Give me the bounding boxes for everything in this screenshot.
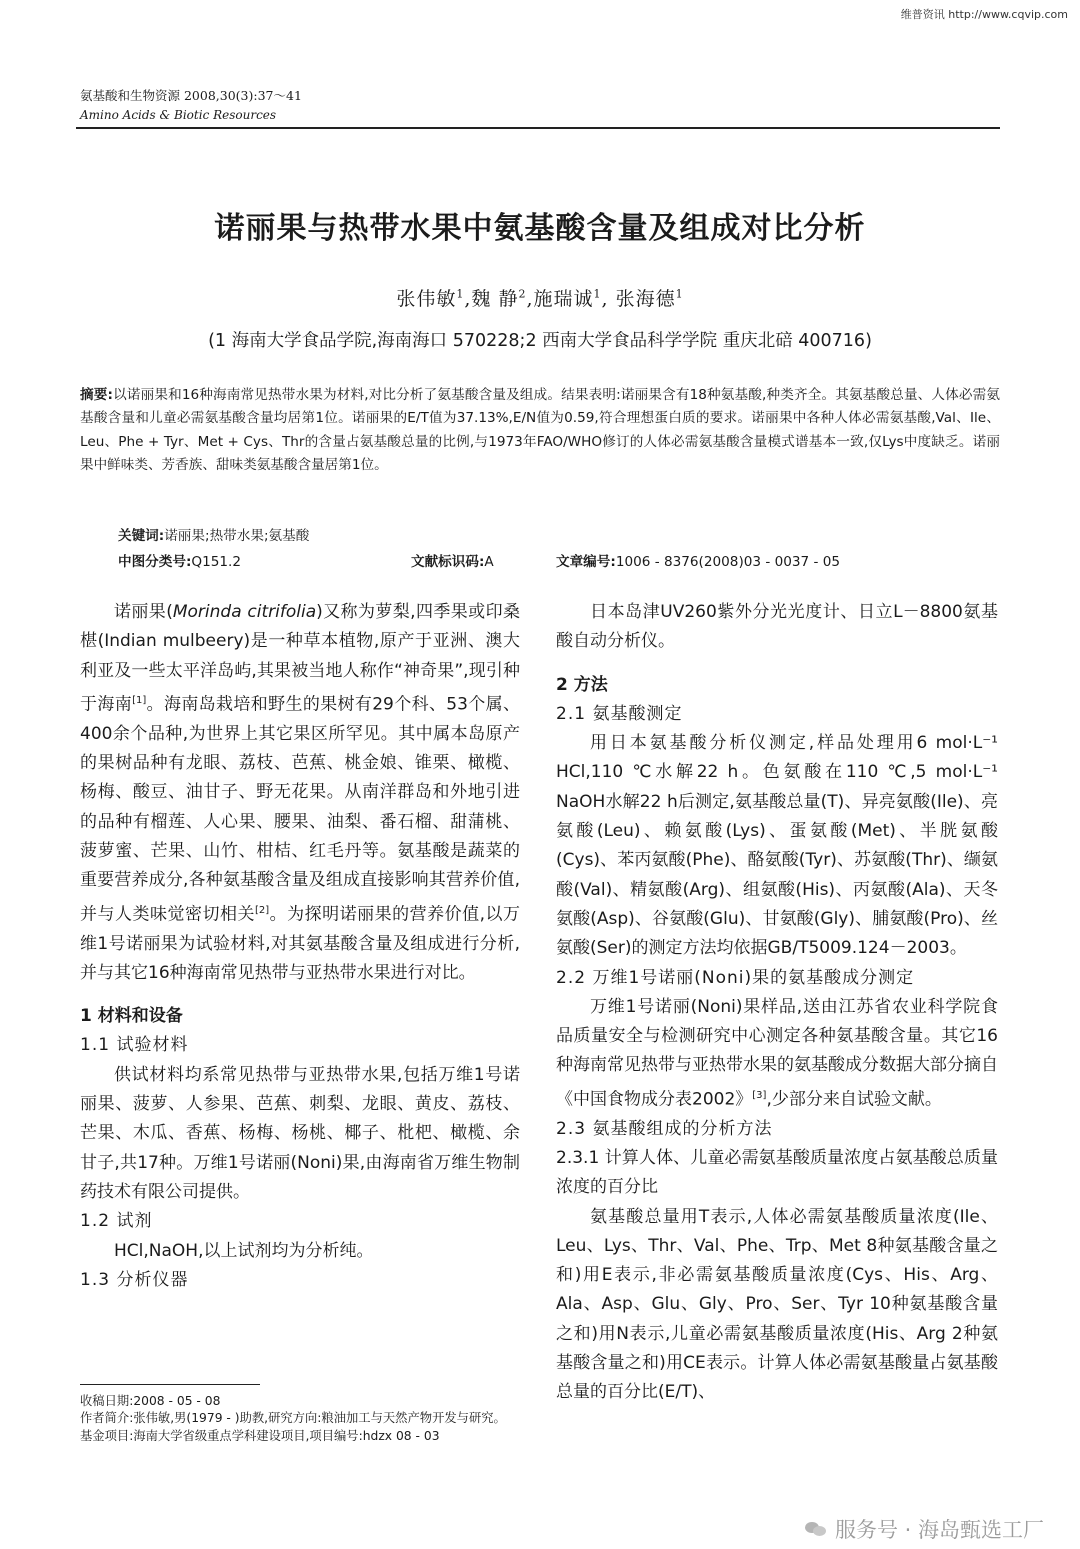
- author-name: 张海德: [615, 288, 676, 310]
- abstract: [80, 384, 1000, 478]
- subsection-heading: 2.1 氨基酸测定: [556, 703, 683, 724]
- author-name: 施瑞诚: [533, 288, 594, 310]
- section-heading: 2 方法: [556, 674, 608, 695]
- paragraph: 用日本氨基酸分析仪测定,样品处理用6 mol·L⁻¹ HCl,110 ℃水解22 h。色氨酸在110 ℃,5 mol·L⁻¹ NaOH水解22 h后测定,氨基酸总量(T)、异亮氨酸(Ile)、亮氨酸(Leu)、赖氨酸(Lys)、蛋氨酸(Met)、半胱氨酸(Cys)、苯丙氨酸(Phe)、酪氨酸(Tyr)、苏氨酸(Thr)、缬氨酸(Val)、精氨酸(Arg)、组氨酸(His)、丙氨酸(Ala)、天冬氨酸(Asp)、谷氨酸(Glu)、甘氨酸(Gly)、脯氨酸(Pro)、丝氨酸(Ser)的测定方法均依据GB/T5009.124－2003。: [556, 733, 998, 959]
- text-run: 。海南岛栽培和野生的果树有29个科、53个属、400余个品种,为世界上其它果区所罕见。其中属本岛原产的果树品种有龙眼、荔枝、芭蕉、桃金娘、锥栗、橄榄、杨梅、酸豆、油甘子、野无花果。从南洋群岛和外地引进的品种有榴莲、人心果、腰果、油梨、番石榴、甜蒲桃、菠萝蜜、芒果、山竹、柑桔、红毛丹等。氨基酸是蔬菜的重要营养成分,各种氨基酸含量及组成直接影响其营养价值,并与人类味觉密切相关: [80, 694, 521, 925]
- article-number: [556, 550, 840, 570]
- right-column: [556, 598, 998, 1408]
- footnotes: [80, 1393, 520, 1445]
- abstract-label: 摘要:: [80, 387, 113, 403]
- subsection-heading: 1.2 试剂: [80, 1211, 153, 1232]
- article-no-label: 文章编号:: [556, 554, 616, 570]
- article-no-value: 1006 - 8376(2008)03 - 0037 - 05: [615, 554, 841, 570]
- author-affil-mark: 2: [518, 287, 527, 301]
- clc-value: Q151.2: [191, 554, 242, 570]
- author-name: 张伟敏: [396, 288, 457, 310]
- keywords: [118, 524, 309, 544]
- doc-code-label: 文献标识码:: [411, 554, 485, 570]
- paragraph: [556, 993, 998, 1115]
- author-affil-mark: 1: [675, 287, 684, 301]
- affiliations: (1 海南大学食品学院,海南海口 570228;2 西南大学食品科学学院 重庆北碚 400716): [208, 331, 872, 351]
- keywords-label: 关键词:: [118, 528, 165, 544]
- document-code: [411, 550, 494, 570]
- site-watermark: 维普资讯 http://www.cqvip.com: [900, 8, 1068, 21]
- paragraph: 供试材料均系常见热带与亚热带水果,包括万维1号诺丽果、菠萝、人参果、芭蕉、刺梨、龙眼、黄皮、荔枝、芒果、木瓜、香蕉、杨梅、杨桃、椰子、枇杷、橄榄、余甘子,共17种。万维1号诺丽(Noni)果,由海南省万维生物制药技术有限公司提供。: [80, 1064, 520, 1202]
- paragraph: HCl,NaOH,以上试剂均为分析纯。: [114, 1240, 374, 1261]
- text-run: )又称为萝梨,四季果或印桑椹(Indian mulbeery)是一种草本植物,原产于亚洲、澳大利亚及一些太平洋岛屿,其果被当地人称作“神奇果”,现引种于海南: [80, 602, 520, 715]
- subsubsection-heading: 2.3.1 计算人体、儿童必需氨基酸质量浓度占氨基酸总质量浓度的百分比: [556, 1148, 998, 1198]
- author-affil-mark: 1: [456, 287, 465, 301]
- clc-number: [118, 550, 241, 570]
- clc-label: 中图分类号:: [118, 554, 192, 570]
- journal-citation: 氨基酸和生物资源 2008,30(3):37～41: [80, 88, 302, 103]
- header-rule: [76, 127, 1000, 129]
- intro-paragraph: [80, 598, 520, 988]
- subsection-heading: 2.3 氨基酸组成的分析方法: [556, 1118, 773, 1139]
- subsection-heading: 1.3 分析仪器: [80, 1269, 189, 1290]
- footnote-fund: 基金项目:海南大学省级重点学科建设项目,项目编号:hdzx 08 - 03: [80, 1428, 440, 1443]
- left-column: [80, 598, 520, 1295]
- author-affil-mark: 1: [593, 287, 602, 301]
- text-run: ,少部分来自试验文献。: [766, 1089, 942, 1110]
- doc-code-value: A: [484, 554, 494, 570]
- classification-row: [118, 550, 998, 570]
- keywords-text: 诺丽果;热带水果;氨基酸: [164, 528, 310, 544]
- bottom-watermark: [805, 1514, 1044, 1544]
- text-run: 诺丽果(: [114, 602, 173, 622]
- text-run: 万维1号诺丽(Noni)果样品,送由江苏省农业科学院食品质量安全与检测研究中心测定各种氨基酸含量。其它16种海南常见热带与亚热带水果的氨基酸成分数据大部分摘自《中国食物成分表2002》: [556, 996, 998, 1110]
- subsection-heading: 2.2 万维1号诺丽(Noni)果的氨基酸成分测定: [556, 967, 915, 988]
- footnote-rule: [80, 1384, 260, 1385]
- watermark-text: 服务号 · 海岛甄选工厂: [834, 1518, 1044, 1542]
- latin-name: Morinda citrifolia: [172, 602, 317, 622]
- citation-ref[interactable]: [1]: [132, 694, 147, 706]
- footnote-author-bio: 作者简介:张伟敏,男(1979 - )助教,研究方向:粮油加工与天然产物开发与研究。: [80, 1411, 506, 1426]
- abstract-text: 以诺丽果和16种海南常见热带水果为材料,对比分析了氨基酸含量及组成。结果表明:诺丽果含有18种氨基酸,种类齐全。其氨基酸总量、人体必需氨基酸含量和儿童必需氨基酸含量均居第1位。诺丽果的E/T值为37.13%,E/N值为0.59,符合理想蛋白质的要求。诺丽果中各种人体必需氨基酸,Val、Ile、Leu、Phe + Tyr、Met + Cys、Thr的含量占氨基酸总量的比例,与1973年FAO/WHO修订的人体必需氨基酸含量模式谱基本一致,仅Lys中度缺乏。诺丽果中鲜味类、芳香族、甜味类氨基酸含量居第1位。: [80, 387, 1001, 474]
- paragraph: 氨基酸总量用T表示,人体必需氨基酸质量浓度(Ile、Leu、Lys、Thr、Val、Phe、Trp、Met 8种氨基酸含量之和)用E表示,非必需氨基酸质量浓度(Cys、His、Arg、Ala、Asp、Glu、Gly、Pro、Ser、Tyr 10种氨基酸含量之和)用N表示,儿童必需氨基酸质量浓度(His、Arg 2种氨基酸含量之和)用CE表示。计算人体必需氨基酸量占氨基酸总量的百分比(E/T)、: [556, 1206, 998, 1403]
- journal-english-name: Amino Acids & Biotic Resources: [80, 108, 277, 122]
- section-heading: 1 材料和设备: [80, 1006, 183, 1027]
- citation-ref[interactable]: [2]: [254, 904, 270, 916]
- subsection-heading: 1.1 试验材料: [80, 1035, 189, 1056]
- article-title: 诺丽果与热带水果中氨基酸含量及组成对比分析: [214, 211, 866, 246]
- author-list: 张伟敏$^1$,魏 静$^2$,施瑞诚$^1$, 张海德$^1$: [396, 287, 684, 310]
- citation-ref[interactable]: [3]: [752, 1089, 767, 1101]
- text-run: 。为探明诺丽果的营养价值,以万维1号诺丽果为试验材料,对其氨基酸含量及组成进行分析,并与其它16种海南常见热带与亚热带水果进行对比。: [80, 904, 520, 983]
- footnote-received: 收稿日期:2008 - 05 - 08: [80, 1394, 221, 1408]
- wechat-icon: [805, 1520, 827, 1538]
- paragraph: 日本岛津UV260紫外分光光度计、日立L－8800氨基酸自动分析仪。: [556, 602, 998, 652]
- author-name: 魏 静: [471, 288, 519, 310]
